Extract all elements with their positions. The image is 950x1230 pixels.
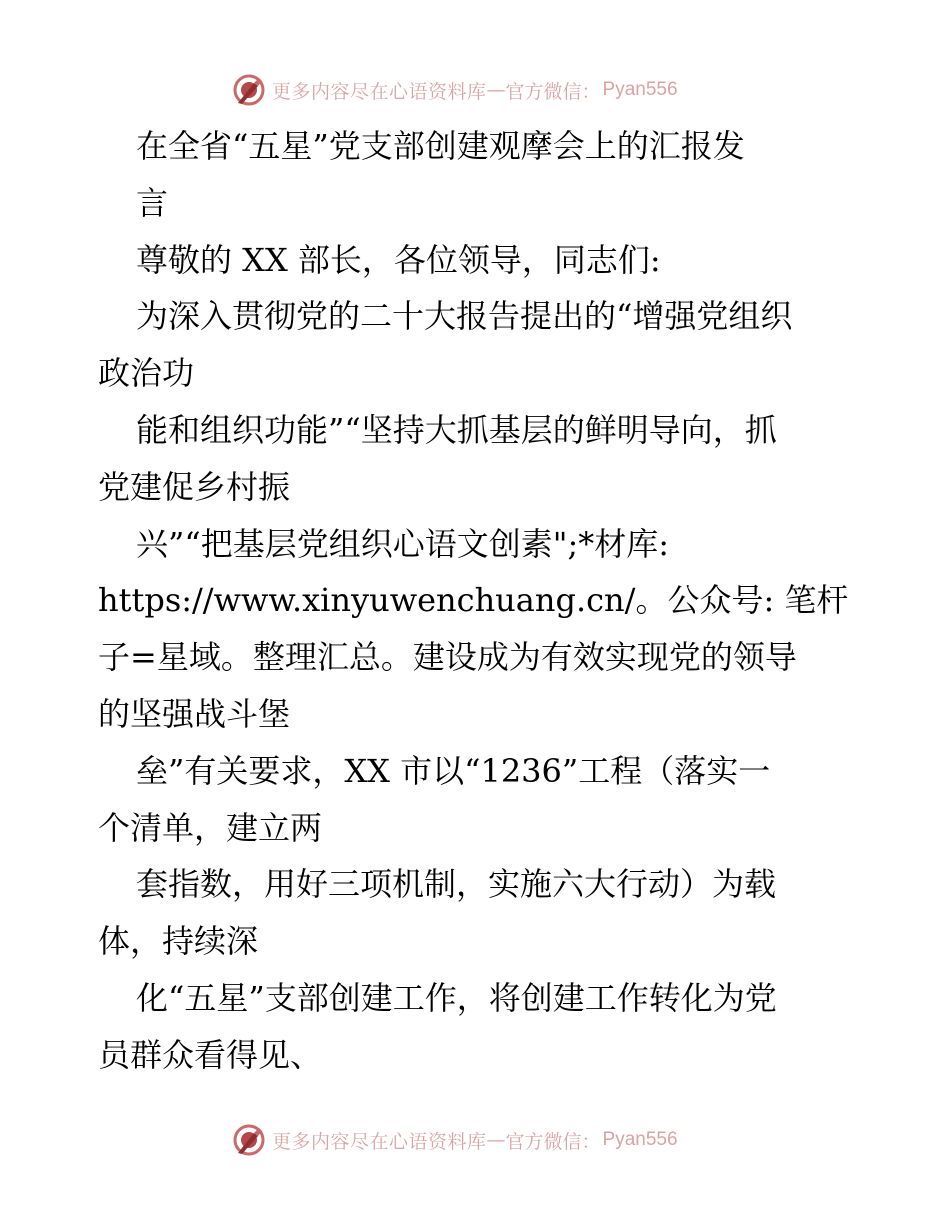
watermark-banner-bottom [232,1122,712,1158]
watermark-wechat-label: 官方微信： [505,80,601,103]
body-line: 套指数，用好三项机制，实施六大行动）为载 [136,865,777,904]
body-line: 兴”“把基层党组织心语文创素";*材库: [136,524,670,563]
body-line: 员群众看得见、 [98,1035,323,1074]
body-line: 为深入贯彻党的二十大报告提出的“增强党组织 [136,297,793,336]
watermark-banner-top [232,72,712,108]
body-line: 化“五星”支部创建工作，将创建工作转化为党 [136,978,777,1017]
body-line: 垒”有关要求，XX 市以“1236”工程（落实一 [136,751,771,790]
document-body [98,118,858,1084]
body-line: 体，持续深 [98,922,259,961]
watermark-wechat-label: 官方微信： [505,1130,601,1153]
body-line: 政治功 [98,354,195,393]
watermark-dash: — [486,79,506,101]
watermark-dash: — [486,1129,506,1151]
watermark-main-text: 更多内容尽在心语资料库 [272,80,487,103]
document-title-line-1: 在全省“五星”党支部创建观摩会上的汇报发 [136,127,745,165]
body-line: 子=星域。整理汇总。建设成为有效实现党的领导 [98,638,797,677]
document-title-line-2: 言 [136,183,169,222]
watermark-main-text: 更多内容尽在心语资料库 [272,1130,487,1153]
body-line: 党建促乡村振 [98,467,291,506]
watermark-wechat-id: Pyan556 [602,79,678,100]
body-line: 的坚强战斗堡 [98,694,291,733]
body-line: https://www.xinyuwenchuang.cn/。公众号: 笔杆 [98,581,849,620]
watermark-wechat-id: Pyan556 [602,1129,678,1150]
pen-seal-logo-icon [232,73,266,107]
pen-seal-logo-icon [232,1123,266,1157]
body-line: 个清单，建立两 [98,808,323,847]
body-line: 能和组织功能”“坚持大抓基层的鲜明导向，抓 [136,410,777,449]
salutation: 尊敬的 XX 部长，各位领导，同志们: [136,240,661,279]
